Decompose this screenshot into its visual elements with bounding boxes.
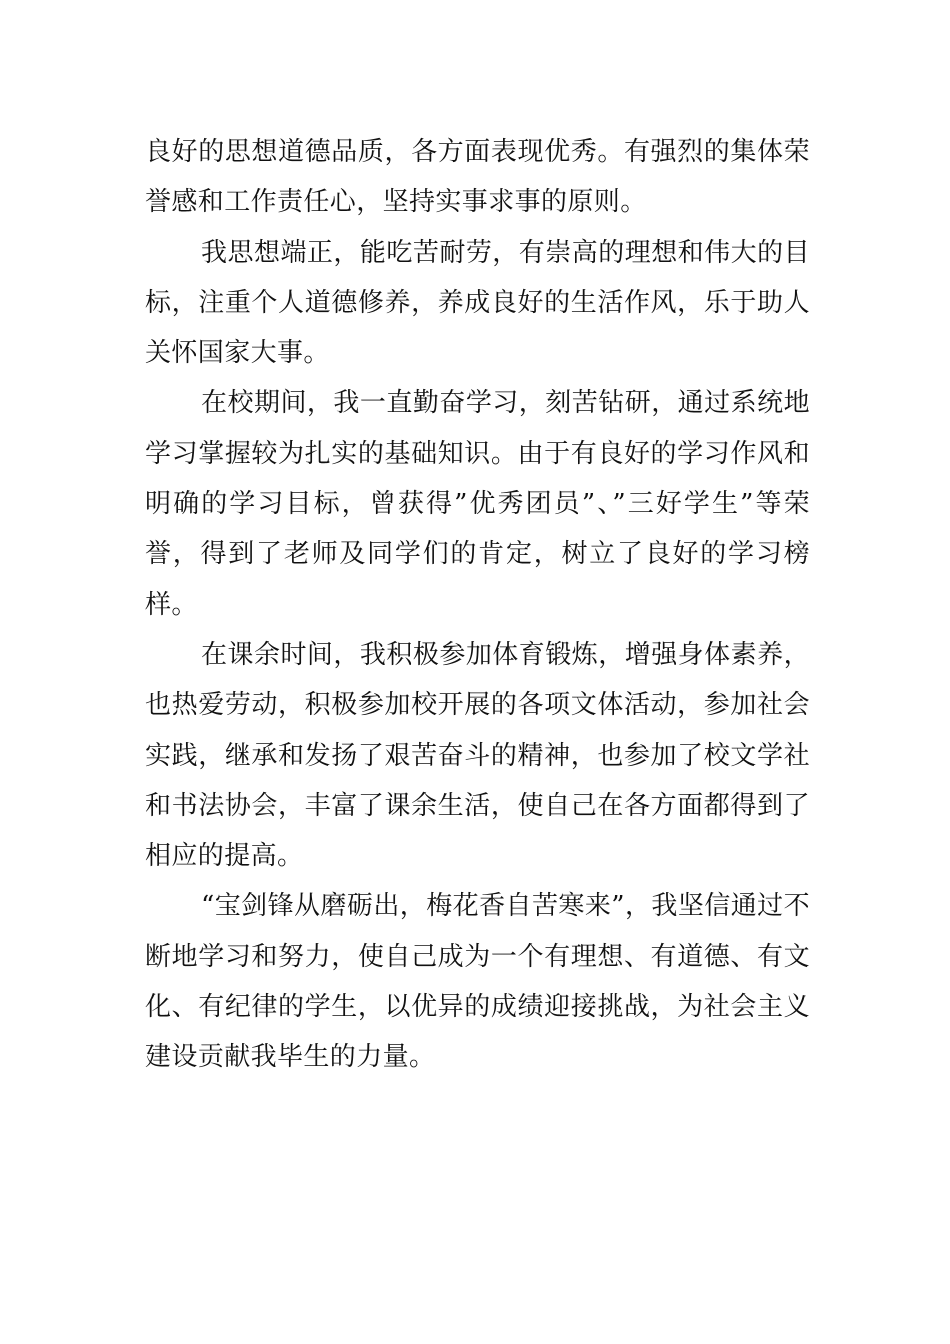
paragraph-4: 在课余时间，我积极参加体育锻炼，增强身体素养，也热爱劳动，积极参加校开展的各项文体活动，参加社会实践，继承和发扬了艰苦奋斗的精神，也参加了校文学社和书法协会，丰富了课余生活，使自己在各方面都得到了相应的提高。 bbox=[145, 639, 810, 872]
paragraph-3: 在校期间，我一直勤奋学习，刻苦钻研，通过系统地学习掌握较为扎实的基础知识。由于有良好的学习作风和明确的学习目标，曾获得”优秀团员”、”三好学生”等荣誉，得到了老师及同学们的肯定，树立了良好的学习榜样。 bbox=[145, 388, 810, 620]
paragraph-1: 良好的思想道德品质，各方面表现优秀。有强烈的集体荣誉感和工作责任心，坚持实事求事的原则。 bbox=[145, 137, 810, 218]
paragraph-5: “宝剑锋从磨砺出，梅花香自苦寒来”，我坚信通过不断地学习和努力，使自己成为一个有理想、有道德、有文化、有纪律的学生，以优异的成绩迎接挑战，为社会主义建设贡献我毕生的力量。 bbox=[145, 891, 810, 1073]
document-body bbox=[145, 127, 810, 1083]
paragraph-2: 我思想端正，能吃苦耐劳，有崇高的理想和伟大的目标，注重个人道德修养，养成良好的生活作风，乐于助人关怀国家大事。 bbox=[145, 237, 810, 369]
